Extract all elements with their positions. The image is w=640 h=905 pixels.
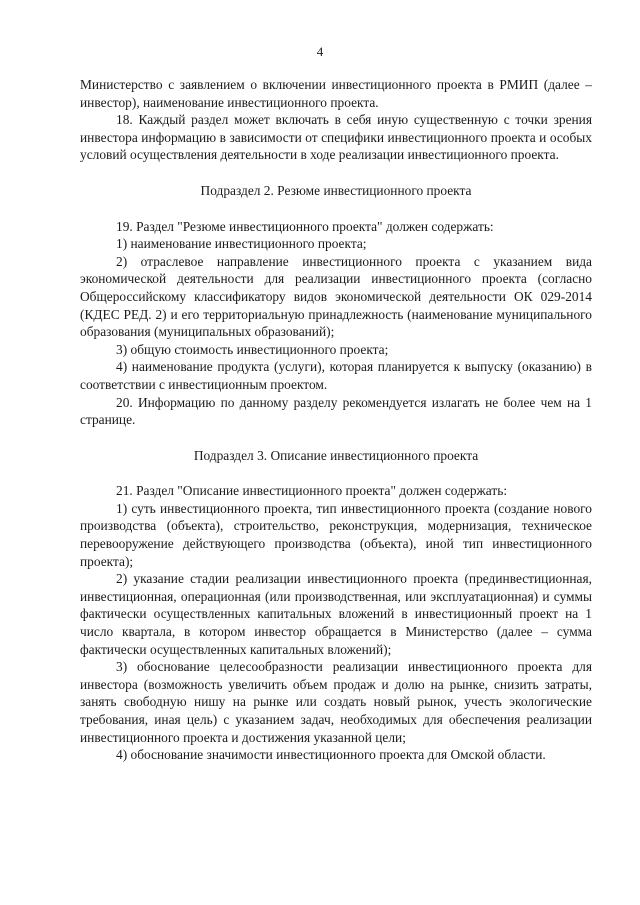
- list-item: 4) наименование продукта (услуги), которая планируется к выпуску (оказанию) в соответствии с инвестиционным проектом.: [80, 359, 592, 392]
- list-item: 2) отраслевое направление инвестиционного проекта с указанием вида экономической деятельности для реализации инвестиционного проекта (согласно Общероссийскому классификатору видов экономической деятельности ОК 029-2014 (КДЕС РЕД. 2) и его территориальную принадлежность (наименование муниципального образования (муниципальных образований);: [80, 253, 592, 340]
- subsection-2-heading: Подраздел 2. Резюме инвестиционного проекта: [200, 182, 472, 198]
- list-item: 1) наименование инвестиционного проекта;: [116, 236, 367, 252]
- paragraph-20: 20. Информацию по данному разделу рекомендуется излагать не более чем на 1 странице.: [80, 394, 592, 428]
- paragraph-continuation: Министерство с заявлением о включении инвестиционного проекта в РМИП (далее – инвестор), наименование инвестиционного проекта.: [80, 77, 592, 110]
- paragraph-21: 21. Раздел "Описание инвестиционного проекта" должен содержать:: [116, 483, 508, 499]
- list-item: 3) обоснование целесообразности реализации инвестиционного проекта для инвестора (возможность увеличить объем продаж и долю на рынке, снизить затраты, занять свободную нишу на рынке или создать новый рынок, учесть экологические требования, иная цель) с указанием задач, необходимых для обеспечения реализации инвестиционного проекта и достижения указанной цели;: [80, 659, 592, 745]
- document-body: [80, 76, 592, 764]
- list-item: 3) общую стоимость инвестиционного проекта;: [116, 341, 389, 357]
- list-item: 2) указание стадии реализации инвестиционного проекта (прединвестиционная, инвестиционная, операционная (или производственная, или эксплуатационная) и суммы фактически осуществленных капитальных вложений в инвестиционный проект на 1 число квартала, в котором инвестор обращается в Министерство (далее – сумма фактически осуществленных капитальных вложений);: [80, 571, 592, 657]
- subsection-3-heading: Подраздел 3. Описание инвестиционного проекта: [193, 447, 479, 463]
- list-item: 1) суть инвестиционного проекта, тип инвестиционного проекта (создание нового производства (объекта), строительство, реконструкция, модернизация, техническое перевооружение действующего производства (объекта), иной тип инвестиционного проекта);: [80, 500, 592, 569]
- paragraph-18: 18. Каждый раздел может включать в себя иную существенную с точки зрения инвестора информацию в зависимости от специфики инвестиционного проекта и особых условий осуществления деятельности в ходе реализации инвестиционного проекта.: [80, 112, 592, 163]
- page-number: 4: [316, 44, 324, 59]
- list-item: 4) обоснование значимости инвестиционного проекта для Омской области.: [116, 747, 546, 763]
- paragraph-19: 19. Раздел "Резюме инвестиционного проекта" должен содержать:: [116, 218, 494, 234]
